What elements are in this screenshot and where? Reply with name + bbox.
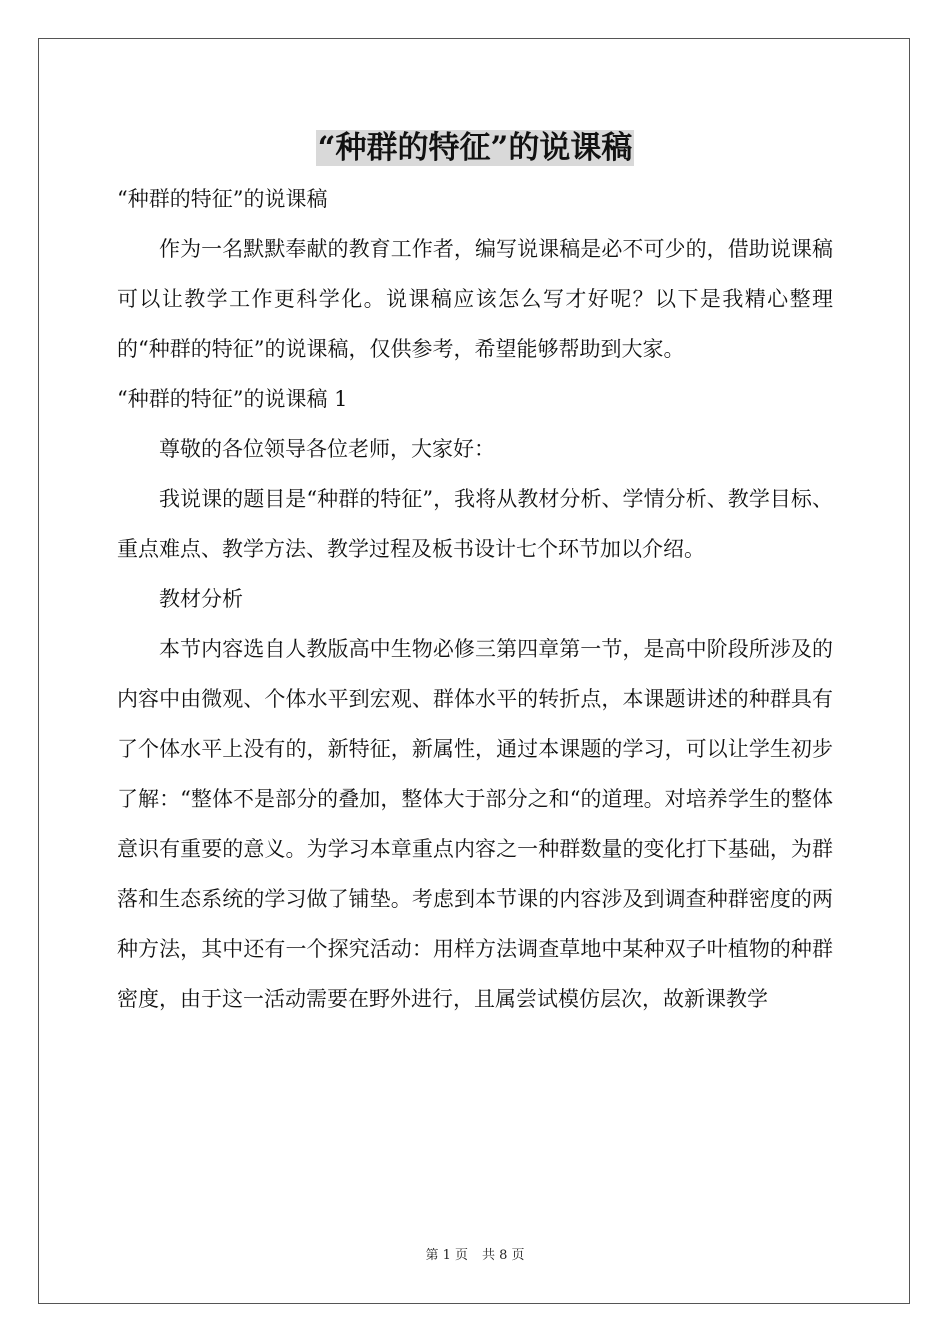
paragraph-6: 本节内容选自人教版高中生物必修三第四章第一节，是高中阶段所涉及的内容中由微观、个体水平到宏观、群体水平的转折点，本课题讲述的种群具有了个体水平上没有的，新特征，新属性，通过本课题的学习，可以让学生初步了解：“整体不是部分的叠加，整体大于部分之和“的道理。对培养学生的整体意识有重要的意义。为学习本章重点内容之一种群数量的变化打下基础，为群落和生态系统的学习做了铺垫。考虑到本节课的内容涉及到调查种群密度的两种方法，其中还有一个探究活动：用样方法调查草地中某种双子叶植物的种群密度，由于这一活动需要在野外进行，且属尝试模仿层次，故新课教学: [117, 637, 833, 1011]
page-number: 第 1 页: [425, 1248, 468, 1263]
page-total: 共 8 页: [482, 1248, 525, 1263]
document-body: [117, 174, 833, 1024]
document-title: [0, 124, 950, 172]
paragraph-4: 我说课的题目是“种群的特征”，我将从教材分析、学情分析、教学目标、重点难点、教学方法、教学过程及板书设计七个环节加以介绍。: [117, 487, 833, 561]
document-title-text: “种群的特征”的说课稿: [317, 130, 633, 166]
paragraph-0: “种群的特征”的说课稿: [117, 187, 328, 211]
page-footer: [0, 1244, 950, 1263]
paragraph-1: 作为一名默默奉献的教育工作者，编写说课稿是必不可少的，借助说课稿可以让教学工作更科学化。说课稿应该怎么写才好呢？以下是我精心整理的“种群的特征”的说课稿，仅供参考，希望能够帮助到大家。: [117, 237, 833, 361]
paragraph-2: “种群的特征”的说课稿 1: [117, 387, 348, 411]
paragraph-5: 教材分析: [159, 587, 243, 611]
paragraph-3: 尊敬的各位领导各位老师，大家好：: [159, 437, 495, 461]
